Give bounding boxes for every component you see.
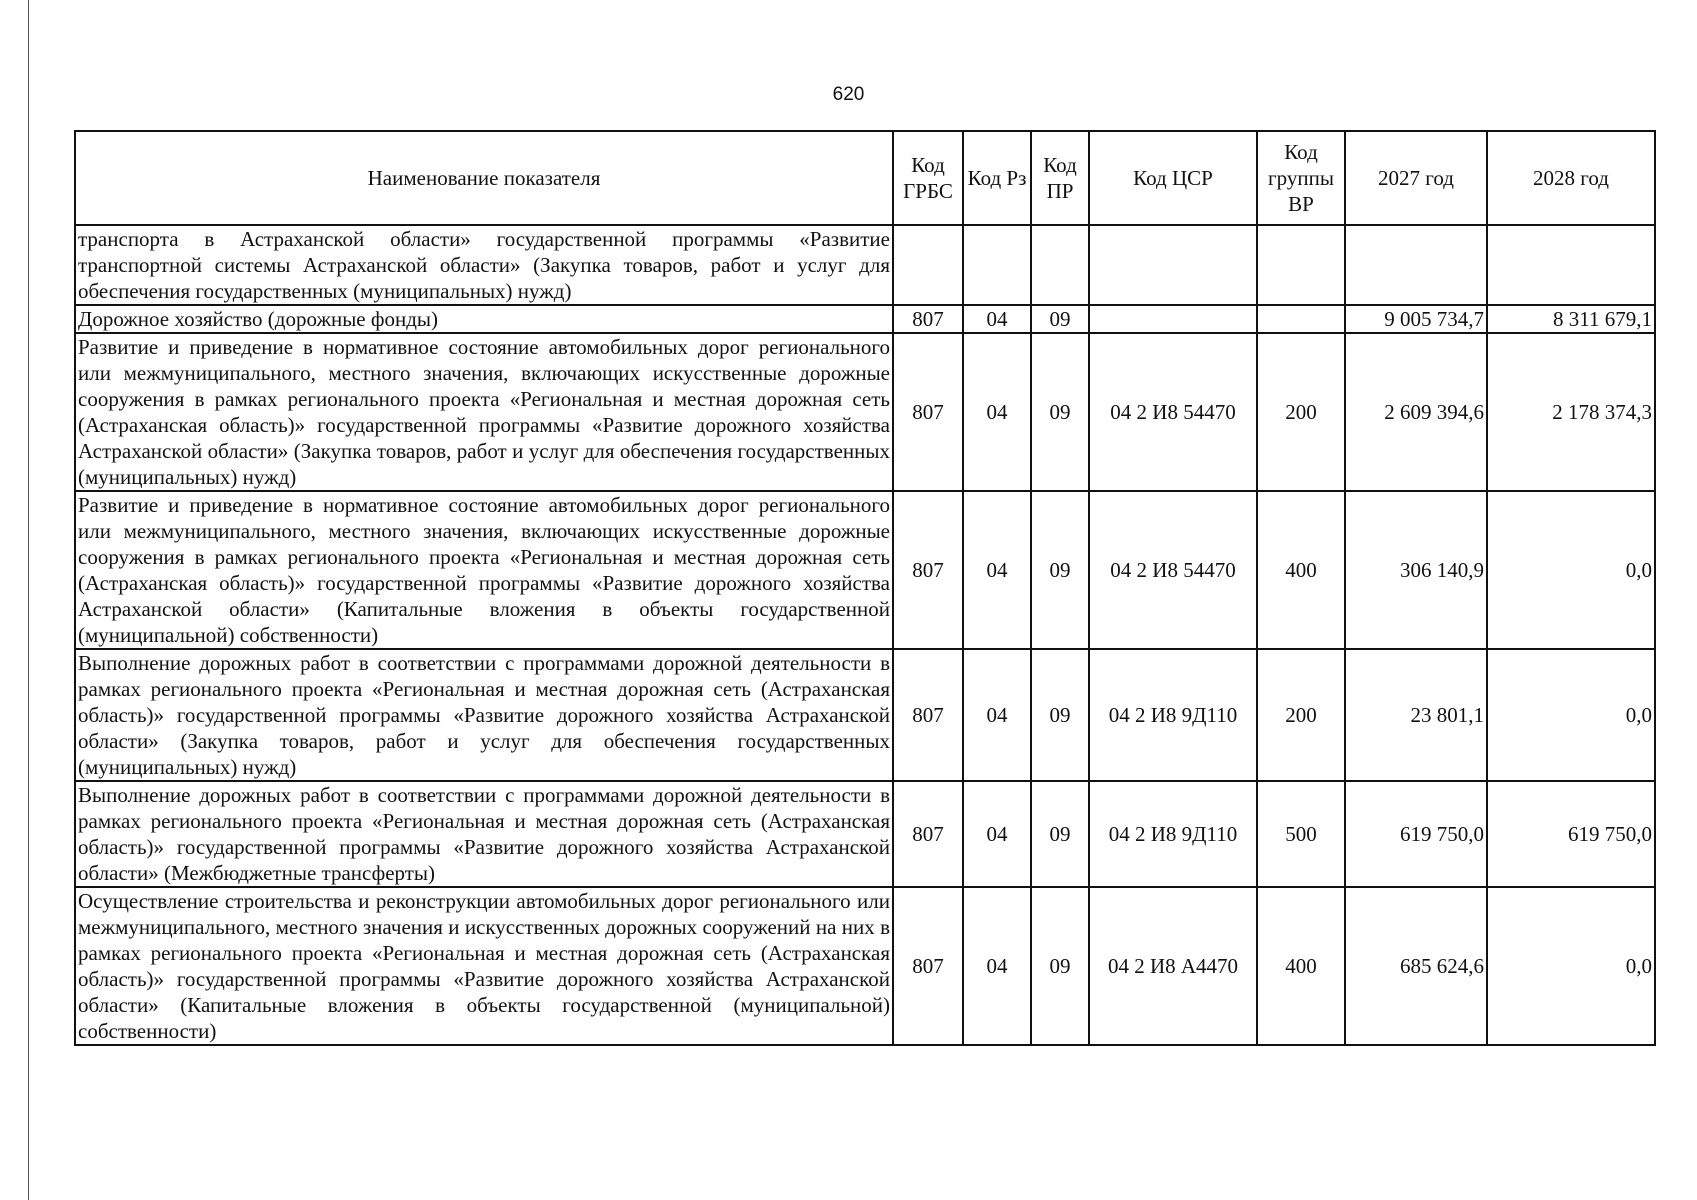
row-rz: 04 [963, 491, 1031, 649]
row-csr: 04 2 И8 54470 [1089, 491, 1257, 649]
row-vr: 200 [1257, 649, 1345, 781]
row-grbs: 807 [893, 649, 963, 781]
row-name: Выполнение дорожных работ в соответствии с программами дорожной деятельности в рамках регионального проекта «Региональная и местная дорожная сеть (Астраханская область)» государственной программы «Развитие дорожного хозяйства Астраханской области» (Закупка товаров, работ и услуг для обеспечения государственных (муниципальных) нужд) [75, 649, 893, 781]
row-grbs: 807 [893, 491, 963, 649]
table-header-row [75, 131, 1655, 225]
header-csr: Код ЦСР [1089, 131, 1257, 225]
row-pr: 09 [1031, 649, 1089, 781]
row-vr: 200 [1257, 333, 1345, 491]
row-name: Выполнение дорожных работ в соответствии с программами дорожной деятельности в рамках регионального проекта «Региональная и местная дорожная сеть (Астраханская область)» государственной программы «Развитие дорожного хозяйства Астраханской области» (Межбюджетные трансферты) [75, 781, 893, 887]
row-vr: 400 [1257, 491, 1345, 649]
row-grbs: 807 [893, 887, 963, 1045]
page-number: 620 [832, 84, 865, 105]
row-vr: 500 [1257, 781, 1345, 887]
row-pr: 09 [1031, 781, 1089, 887]
row-grbs: 807 [893, 333, 963, 491]
row-rz: 04 [963, 305, 1031, 333]
row-vr [1257, 305, 1345, 333]
row-2027: 23 801,1 [1345, 649, 1487, 781]
row-rz: 04 [963, 333, 1031, 491]
row-2027: 9 005 734,7 [1345, 305, 1487, 333]
left-margin-line [28, 0, 29, 1200]
row-name: Дорожное хозяйство (дорожные фонды) [75, 305, 893, 333]
row-name: Осуществление строительства и реконструкции автомобильных дорог регионального или межмуниципального, местного значения и искусственных дорожных сооружений на них в рамках регионального проекта «Региональная и местная дорожная сеть (Астраханская область)» государственной программы «Развитие дорожного хозяйства Астраханской области» (Капитальные вложения в объекты государственной (муниципальной) собственности) [75, 887, 893, 1045]
row-2027: 306 140,9 [1345, 491, 1487, 649]
row-grbs: 807 [893, 781, 963, 887]
row-rz [963, 225, 1031, 305]
row-name: Развитие и приведение в нормативное состояние автомобильных дорог регионального или межмуниципального, местного значения, включающих искусственные дорожные сооружения в рамках регионального проекта «Региональная и местная дорожная сеть (Астраханская область)» государственной программы «Развитие дорожного хозяйства Астраханской области» (Капитальные вложения в объекты государственной (муниципальной) собственности) [75, 491, 893, 649]
header-grbs: Код ГРБС [893, 131, 963, 225]
row-csr: 04 2 И8 А4470 [1089, 887, 1257, 1045]
table-row [75, 491, 1655, 649]
row-2027: 2 609 394,6 [1345, 333, 1487, 491]
row-2028: 0,0 [1487, 491, 1655, 649]
row-name: Развитие и приведение в нормативное состояние автомобильных дорог регионального или межмуниципального, местного значения, включающих искусственные дорожные сооружения в рамках регионального проекта «Региональная и местная дорожная сеть (Астраханская область)» государственной программы «Развитие дорожного хозяйства Астраханской области» (Закупка товаров, работ и услуг для обеспечения государственных (муниципальных) нужд) [75, 333, 893, 491]
row-csr [1089, 305, 1257, 333]
row-2028 [1487, 225, 1655, 305]
row-csr: 04 2 И8 9Д110 [1089, 781, 1257, 887]
row-csr: 04 2 И8 54470 [1089, 333, 1257, 491]
row-csr [1089, 225, 1257, 305]
header-2028: 2028 год [1487, 131, 1655, 225]
row-2028: 8 311 679,1 [1487, 305, 1655, 333]
header-vr: Код группы ВР [1257, 131, 1345, 225]
header-pr: Код ПР [1031, 131, 1089, 225]
row-2027: 685 624,6 [1345, 887, 1487, 1045]
header-2027: 2027 год [1345, 131, 1487, 225]
row-pr: 09 [1031, 305, 1089, 333]
row-vr [1257, 225, 1345, 305]
table-row [75, 781, 1655, 887]
row-2028: 0,0 [1487, 649, 1655, 781]
row-pr [1031, 225, 1089, 305]
row-rz: 04 [963, 781, 1031, 887]
row-2028: 2 178 374,3 [1487, 333, 1655, 491]
row-pr: 09 [1031, 333, 1089, 491]
row-pr: 09 [1031, 887, 1089, 1045]
row-csr: 04 2 И8 9Д110 [1089, 649, 1257, 781]
table-row [75, 305, 1655, 333]
row-pr: 09 [1031, 491, 1089, 649]
table-row [75, 225, 1655, 305]
row-2027: 619 750,0 [1345, 781, 1487, 887]
row-vr: 400 [1257, 887, 1345, 1045]
row-rz: 04 [963, 887, 1031, 1045]
row-name: транспорта в Астраханской области» государственной программы «Развитие транспортной системы Астраханской области» (Закупка товаров, работ и услуг для обеспечения государственных (муниципальных) нужд) [75, 225, 893, 305]
header-rz: Код Рз [963, 131, 1031, 225]
row-grbs [893, 225, 963, 305]
row-2027 [1345, 225, 1487, 305]
budget-table [74, 130, 1656, 1046]
header-name: Наименование показателя [75, 131, 893, 225]
table-row [75, 649, 1655, 781]
row-rz: 04 [963, 649, 1031, 781]
row-2028: 619 750,0 [1487, 781, 1655, 887]
row-grbs: 807 [893, 305, 963, 333]
row-2028: 0,0 [1487, 887, 1655, 1045]
table-row [75, 333, 1655, 491]
table-row [75, 887, 1655, 1045]
